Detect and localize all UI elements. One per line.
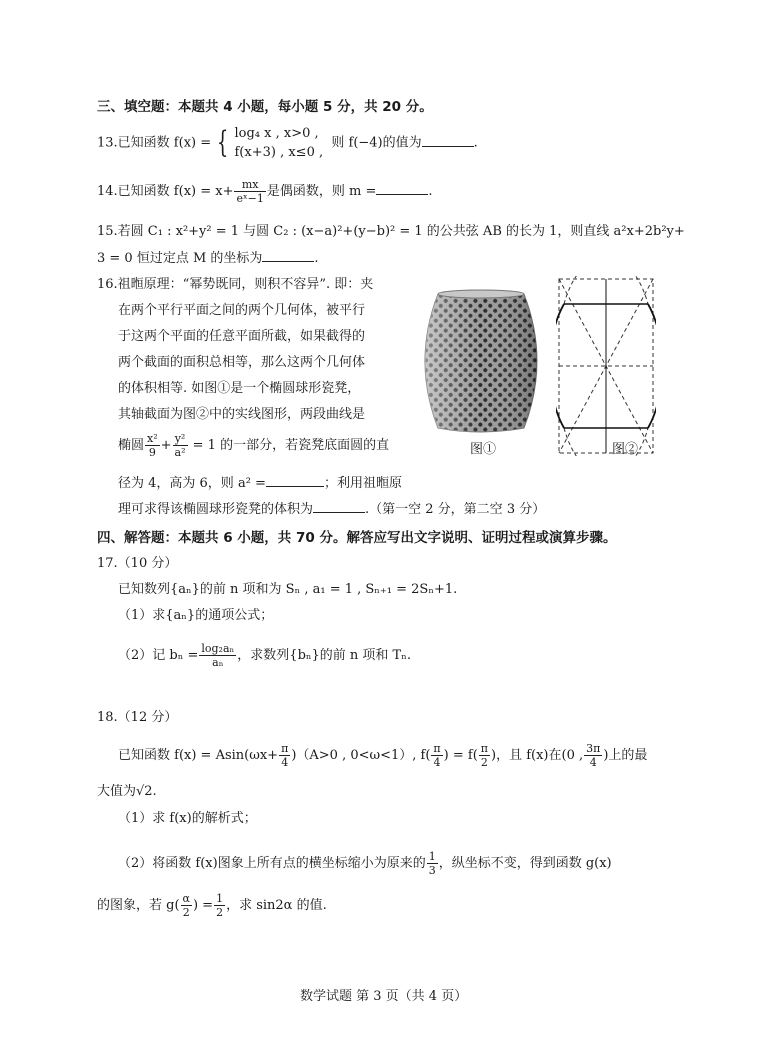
q16-frac1-num: x²: [147, 432, 158, 445]
q13-suffix: 则 f(−4)的值为: [331, 135, 422, 151]
q15-end: .: [314, 251, 319, 266]
section-3-header: 三、填空题：本题共 4 小题，每小题 5 分，共 20 分。: [97, 99, 433, 115]
section-4-header: 四、解答题：本题共 6 小题，共 70 分。解答应写出文字说明、证明过程或演算步骤。: [97, 530, 617, 546]
q16-answer-blank-1[interactable]: [266, 474, 324, 487]
q15-line2-text: 3 = 0 恒过定点 M 的坐标为: [97, 251, 263, 266]
figure-2-caption: 图②: [612, 442, 639, 457]
q14-den: eˣ−1: [236, 192, 264, 205]
q18-part2-post: ，纵坐标不变，得到函数 g(x): [438, 856, 612, 871]
q13-prefix: 13.已知函数 f(x) =: [97, 135, 212, 151]
q13-case1: log₄ x , x>0 ,: [234, 126, 319, 141]
q16-line6: 其轴截面为图②中的实线图形，两段曲线是: [118, 407, 366, 422]
q15-line2: [97, 249, 319, 268]
q17-part2-post: ，求数列{bₙ}的前 n 项和 Tₙ.: [237, 648, 411, 663]
q16-line3: 于这两个平面的任意平面所截，如果截得的: [118, 329, 366, 344]
q17-part2-pre: （2）记 bₙ =: [118, 648, 199, 663]
q16-line9: [118, 500, 545, 519]
q14-prefix: 14.已知函数 f(x) = x+: [97, 184, 234, 199]
q18-part1: （1）求 f(x)的解析式；: [118, 811, 257, 826]
q18-part2-line2: [97, 892, 327, 919]
q18-given: [118, 742, 647, 769]
q18-frac-g-den: 2: [216, 906, 224, 919]
q18-frac-c-den: 2: [480, 756, 488, 769]
q17-title: 17.（10 分）: [97, 556, 178, 571]
q16-l8-pre: 径为 4，高为 6，则 a² =: [118, 476, 266, 491]
q14-end: .: [428, 184, 433, 199]
q16-line5: 的体积相等. 如图①是一个椭圆球形瓷凳，: [118, 381, 361, 396]
q13-cases: [235, 124, 324, 162]
q17-frac-num: log₂aₙ: [201, 642, 235, 655]
q18-frac-g-num: 1: [216, 892, 224, 905]
q16-l8-post: ；利用祖暅原: [323, 476, 402, 491]
q16-plus: +: [160, 438, 172, 453]
q18-frac-g: [214, 892, 225, 919]
q17-frac-den: aₙ: [212, 656, 224, 669]
q14-fraction: [234, 178, 265, 205]
question-13: [97, 124, 478, 162]
q16-line1: 16.祖暅原理：“幂势既同，则积不容异”. 即：夹: [97, 277, 374, 292]
q18-given-mid3: )，且 f(x)在(0 ,: [491, 748, 584, 763]
q18-title: 18.（12 分）: [97, 710, 178, 725]
q18-frac-b-den: 4: [433, 756, 441, 769]
q13-brace: {: [217, 125, 229, 160]
q16-l9-post: .（第一空 2 分，第二空 3 分）: [365, 502, 546, 517]
q16-l7-pre: 椭圆: [118, 438, 145, 453]
q18-given-mid1: )（A>0 , 0<ω<1）, f(: [291, 748, 431, 763]
q18-frac-e-den: 3: [428, 864, 436, 877]
q18-part2-l2-post: ，求 sin2α 的值.: [226, 898, 327, 913]
q16-frac2-num: y²: [173, 432, 188, 446]
q18-frac-d-num: 3π: [586, 742, 601, 755]
q16-l7-post: = 1 的一部分，若瓷凳底面圆的直: [192, 438, 390, 453]
question-14: [97, 178, 433, 205]
axial-section-figure: [556, 276, 656, 456]
figure-1-caption: 图①: [470, 442, 497, 457]
q18-frac-e-num: 1: [428, 850, 436, 863]
q18-part2: [118, 850, 612, 877]
q13-end: .: [473, 135, 478, 151]
q15-line1: 15.若圆 C₁ : x²+y² = 1 与圆 C₂ : (x−a)²+(y−b)² = 1 的公共弦 AB 的长为 1，则直线 a²x+2b²y+: [97, 224, 685, 239]
q17-part1: （1）求{aₙ}的通项公式；: [118, 608, 274, 623]
q18-given-line2: 大值为√2.: [97, 784, 157, 799]
q18-part2-l2-mid: ) =: [192, 898, 214, 913]
q18-frac-b: [431, 742, 442, 769]
q14-answer-blank[interactable]: [376, 182, 428, 195]
q18-frac-d-den: 4: [589, 756, 597, 769]
q18-part2-pre: （2）将函数 f(x)图象上所有点的横坐标缩小为原来的: [118, 856, 426, 871]
q18-given-pre: 已知函数 f(x) = Asin(ωx+: [118, 748, 279, 763]
q18-part2-l2-pre: 的图象，若 g(: [97, 898, 180, 913]
ceramic-stool-figure: [416, 286, 546, 436]
q17-fraction: [199, 642, 236, 669]
q13-case2: f(x+3) , x≤0 ,: [234, 145, 324, 160]
q16-frac1-den: 9: [148, 446, 156, 459]
q17-part2: [118, 642, 411, 669]
q16-l9-pre: 理可求得该椭圆球形瓷凳的体积为: [118, 502, 314, 517]
q18-frac-a-den: 4: [281, 756, 289, 769]
q18-frac-a: [279, 742, 290, 769]
q18-frac-c: [479, 742, 490, 769]
q18-frac-a-num: π: [281, 742, 289, 755]
q13-answer-blank[interactable]: [422, 134, 474, 147]
q15-answer-blank[interactable]: [262, 249, 314, 262]
q16-line7: [118, 432, 389, 459]
q18-frac-f-num: α: [182, 892, 190, 905]
q18-frac-b-num: π: [433, 742, 441, 755]
q18-frac-e: [427, 850, 438, 877]
q14-num: mx: [234, 178, 265, 192]
q18-frac-f-den: 2: [182, 906, 190, 919]
q16-frac2: [173, 432, 188, 459]
q16-line4: 两个截面的面积总相等，那么这两个几何体: [118, 355, 366, 370]
q18-frac-f: [181, 892, 192, 919]
q18-given-post: )上的最: [603, 748, 648, 763]
q16-answer-blank-2[interactable]: [313, 500, 365, 513]
q16-frac2-den: a²: [174, 446, 186, 459]
q16-line2: 在两个平行平面之间的两个几何体，被平行: [118, 303, 366, 318]
q16-line8: [118, 474, 402, 493]
q18-frac-d: [584, 742, 602, 769]
q16-frac1: [145, 432, 160, 459]
q17-given: 已知数列{aₙ}的前 n 项和为 Sₙ , a₁ = 1 , Sₙ₊₁ = 2Sₙ+1.: [118, 582, 458, 597]
page-footer: 数学试题 第 3 页（共 4 页）: [300, 989, 468, 1004]
q18-frac-c-num: π: [480, 742, 489, 755]
q18-given-mid2: ) = f(: [443, 748, 478, 763]
q14-suffix: 是偶函数，则 m =: [266, 184, 377, 199]
